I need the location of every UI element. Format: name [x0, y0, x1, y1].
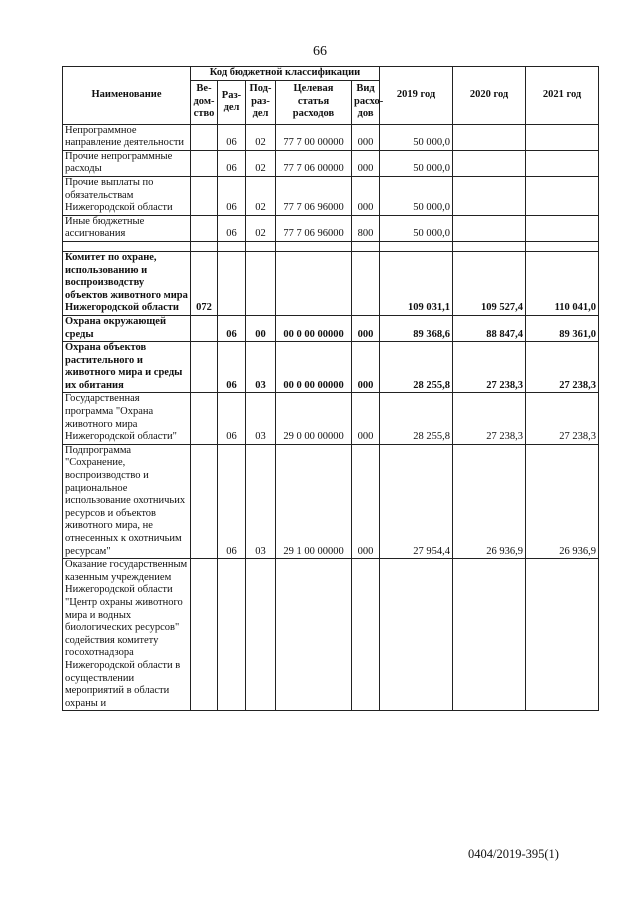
row-value-2020: 27 238,3	[453, 342, 526, 393]
document-code: 0404/2019-395(1)	[468, 847, 559, 861]
row-target-article: 29 0 00 00000	[276, 393, 352, 444]
row-podrazdel	[246, 559, 276, 711]
header-razdel: Раз-дел	[218, 80, 246, 124]
row-value-2020: 109 527,4	[453, 251, 526, 315]
row-expense-type	[352, 251, 380, 315]
row-razdel: 06	[218, 393, 246, 444]
row-value-2021	[526, 150, 599, 176]
row-value-2020	[453, 215, 526, 241]
table-row	[63, 150, 599, 176]
row-name: Охрана окружающей среды	[63, 315, 191, 341]
row-value-2020	[453, 559, 526, 711]
row-podrazdel	[246, 251, 276, 315]
row-vedomstvo	[191, 342, 218, 393]
header-year-2020: 2020 год	[453, 67, 526, 125]
table-row	[63, 315, 599, 341]
row-name: Иные бюджетные ассигнования	[63, 215, 191, 241]
spacer-row	[63, 241, 599, 251]
row-expense-type: 000	[352, 444, 380, 558]
row-value-2020: 27 238,3	[453, 393, 526, 444]
header-expense-type: Вид расхо-дов	[352, 80, 380, 124]
row-vedomstvo	[191, 393, 218, 444]
row-value-2021: 27 238,3	[526, 342, 599, 393]
row-value-2019: 28 255,8	[380, 393, 453, 444]
row-vedomstvo: 072	[191, 251, 218, 315]
row-expense-type: 000	[352, 124, 380, 150]
row-razdel: 06	[218, 444, 246, 558]
row-value-2020: 88 847,4	[453, 315, 526, 341]
row-value-2020: 26 936,9	[453, 444, 526, 558]
row-podrazdel: 02	[246, 124, 276, 150]
row-target-article: 77 7 06 96000	[276, 176, 352, 215]
row-vedomstvo	[191, 176, 218, 215]
row-podrazdel: 03	[246, 393, 276, 444]
header-target-article: Целевая статья расходов	[276, 80, 352, 124]
row-name: Государственная программа "Охрана животного мира Нижегородской области"	[63, 393, 191, 444]
row-razdel: 06	[218, 215, 246, 241]
page-number: 66	[313, 44, 327, 59]
row-value-2021: 27 238,3	[526, 393, 599, 444]
row-value-2019: 109 031,1	[380, 251, 453, 315]
row-razdel: 06	[218, 342, 246, 393]
header-podrazdel: Под-раз-дел	[246, 80, 276, 124]
row-value-2021	[526, 215, 599, 241]
header-classification-code: Код бюджетной классификации	[191, 67, 380, 81]
row-razdel	[218, 251, 246, 315]
table-row	[63, 215, 599, 241]
table-row	[63, 342, 599, 393]
row-target-article: 77 7 06 96000	[276, 215, 352, 241]
row-name: Оказание государственным казенным учреждением Нижегородской области "Центр охраны животного мира и водных биологических ресурсов" содействия комитету госохотнадзора Нижегородской области в осуществлении мероприятий в области охраны и	[63, 559, 191, 711]
header-year-2021: 2021 год	[526, 67, 599, 125]
row-name: Прочие выплаты по обязательствам Нижегородской области	[63, 176, 191, 215]
row-value-2020	[453, 124, 526, 150]
table-row	[63, 444, 599, 558]
row-expense-type: 000	[352, 176, 380, 215]
row-value-2019: 50 000,0	[380, 150, 453, 176]
row-expense-type: 000	[352, 150, 380, 176]
row-value-2019: 50 000,0	[380, 215, 453, 241]
table-row	[63, 176, 599, 215]
row-expense-type: 000	[352, 315, 380, 341]
header-vedomstvo: Ве-дом-ство	[191, 80, 218, 124]
row-expense-type: 000	[352, 342, 380, 393]
row-razdel: 06	[218, 315, 246, 341]
budget-table	[62, 66, 599, 711]
row-value-2019: 27 954,4	[380, 444, 453, 558]
row-podrazdel: 03	[246, 342, 276, 393]
row-podrazdel: 03	[246, 444, 276, 558]
row-vedomstvo	[191, 150, 218, 176]
row-vedomstvo	[191, 559, 218, 711]
row-target-article: 29 1 00 00000	[276, 444, 352, 558]
row-target-article: 00 0 00 00000	[276, 342, 352, 393]
row-value-2020	[453, 176, 526, 215]
row-podrazdel: 02	[246, 215, 276, 241]
row-target-article	[276, 559, 352, 711]
row-expense-type: 800	[352, 215, 380, 241]
row-value-2019: 89 368,6	[380, 315, 453, 341]
row-value-2021: 110 041,0	[526, 251, 599, 315]
row-value-2021: 26 936,9	[526, 444, 599, 558]
row-value-2021	[526, 176, 599, 215]
row-value-2020	[453, 150, 526, 176]
row-name: Непрограммное направление деятельности	[63, 124, 191, 150]
row-value-2019: 50 000,0	[380, 176, 453, 215]
row-razdel: 06	[218, 124, 246, 150]
row-razdel: 06	[218, 176, 246, 215]
row-expense-type: 000	[352, 393, 380, 444]
table-row	[63, 251, 599, 315]
row-name: Подпрограмма "Сохранение, воспроизводство и рациональное использование охотничьих ресурсов и объектов животного мира, не отнесенных к охотничьим ресурсам"	[63, 444, 191, 558]
row-razdel	[218, 559, 246, 711]
row-value-2021	[526, 559, 599, 711]
row-podrazdel: 02	[246, 150, 276, 176]
header-year-2019: 2019 год	[380, 67, 453, 125]
row-vedomstvo	[191, 444, 218, 558]
row-value-2019: 50 000,0	[380, 124, 453, 150]
row-target-article: 00 0 00 00000	[276, 315, 352, 341]
header-name: Наименование	[63, 67, 191, 125]
row-podrazdel: 02	[246, 176, 276, 215]
row-vedomstvo	[191, 315, 218, 341]
row-name: Прочие непрограммные расходы	[63, 150, 191, 176]
row-value-2021: 89 361,0	[526, 315, 599, 341]
row-value-2019: 28 255,8	[380, 342, 453, 393]
row-name: Комитет по охране, использованию и воспроизводству объектов животного мира Нижегородской области	[63, 251, 191, 315]
row-value-2021	[526, 124, 599, 150]
row-expense-type	[352, 559, 380, 711]
row-target-article	[276, 251, 352, 315]
row-target-article: 77 7 00 00000	[276, 124, 352, 150]
table-row	[63, 559, 599, 711]
table-row	[63, 124, 599, 150]
row-name: Охрана объектов растительного и животного мира и среды их обитания	[63, 342, 191, 393]
row-vedomstvo	[191, 124, 218, 150]
row-target-article: 77 7 06 00000	[276, 150, 352, 176]
row-razdel: 06	[218, 150, 246, 176]
row-vedomstvo	[191, 215, 218, 241]
table-row	[63, 393, 599, 444]
row-value-2019	[380, 559, 453, 711]
row-podrazdel: 00	[246, 315, 276, 341]
